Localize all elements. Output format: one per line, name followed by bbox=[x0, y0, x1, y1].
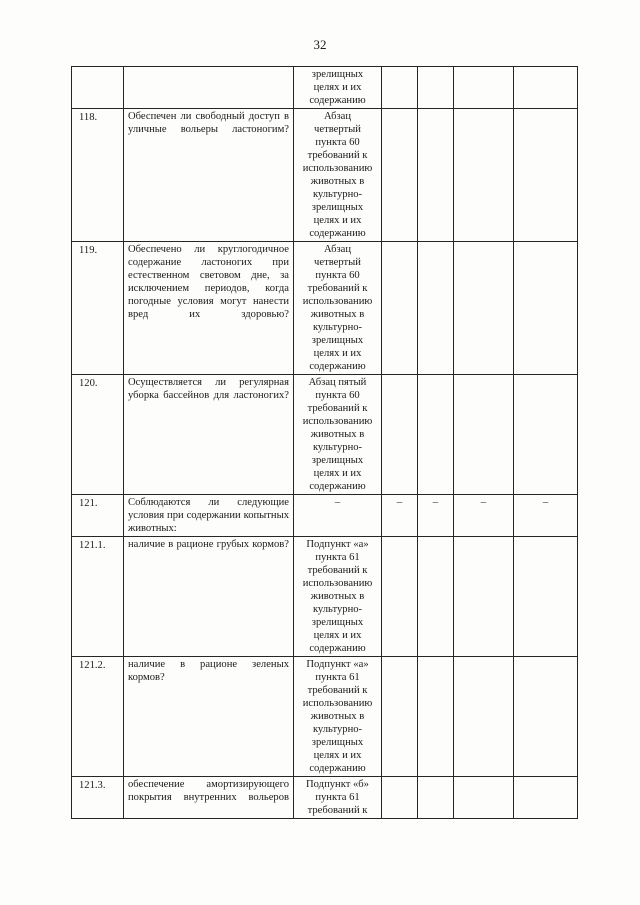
reference-line: культурно- bbox=[312, 322, 363, 333]
reference-line: требований к bbox=[307, 150, 368, 161]
answer-cell bbox=[418, 67, 454, 109]
reference-line: Абзац bbox=[323, 244, 352, 255]
answer-cell bbox=[514, 67, 578, 109]
page-number: 32 bbox=[313, 37, 327, 52]
requirement-reference-cell bbox=[294, 109, 382, 242]
reference-line: Абзац пятый bbox=[308, 377, 367, 388]
answer-cell bbox=[514, 109, 578, 242]
reference-line: зрелищных bbox=[311, 455, 364, 466]
table-row bbox=[72, 537, 578, 657]
answer-cell: – bbox=[454, 495, 514, 537]
answer-cell bbox=[454, 375, 514, 495]
reference-line: содержанию bbox=[309, 481, 366, 492]
reference-line: культурно- bbox=[312, 189, 363, 200]
answer-cell bbox=[382, 657, 418, 777]
item-number-cell: 118. bbox=[72, 109, 124, 242]
answer-cell bbox=[454, 242, 514, 375]
reference-line: культурно- bbox=[312, 604, 363, 615]
reference-line: требований к bbox=[307, 685, 368, 696]
item-number-cell: 121.2. bbox=[72, 657, 124, 777]
item-number-cell: 120. bbox=[72, 375, 124, 495]
reference-line: четвертый bbox=[314, 257, 361, 268]
answer-cell bbox=[418, 657, 454, 777]
answer-cell bbox=[514, 242, 578, 375]
reference-line: пункта 61 bbox=[315, 552, 360, 563]
answer-cell bbox=[514, 537, 578, 657]
item-number-cell: 121. bbox=[72, 495, 124, 537]
answer-cell bbox=[382, 537, 418, 657]
reference-line: Абзац bbox=[323, 111, 352, 122]
reference-line: Подпункт «б» bbox=[306, 779, 369, 790]
reference-line: требований к bbox=[307, 283, 368, 294]
reference-line: содержанию bbox=[309, 95, 366, 106]
reference-line: пункта 60 bbox=[315, 390, 360, 401]
requirement-reference-cell bbox=[294, 242, 382, 375]
reference-line: четвертый bbox=[314, 124, 361, 135]
reference-line: целях и их bbox=[313, 215, 362, 226]
reference-line: зрелищных bbox=[311, 737, 364, 748]
answer-cell: – bbox=[418, 495, 454, 537]
reference-line: животных в bbox=[310, 591, 365, 602]
reference-line: целях и их bbox=[313, 630, 362, 641]
table-row bbox=[72, 67, 578, 109]
reference-line: целях и их bbox=[313, 468, 362, 479]
requirement-reference-cell bbox=[294, 67, 382, 109]
question-cell bbox=[124, 67, 294, 109]
question-cell: наличие в рационе грубых кормов? bbox=[124, 537, 294, 657]
answer-cell bbox=[454, 67, 514, 109]
answer-cell bbox=[514, 777, 578, 819]
item-number-cell: 121.1. bbox=[72, 537, 124, 657]
requirement-reference-cell bbox=[294, 375, 382, 495]
reference-line: животных в bbox=[310, 309, 365, 320]
reference-line: требований к bbox=[307, 805, 368, 816]
table-row bbox=[72, 375, 578, 495]
reference-line: требований к bbox=[307, 403, 368, 414]
question-cell: Обеспечен ли свободный доступ в уличные вольеры ластоногим? bbox=[124, 109, 294, 242]
answer-cell: – bbox=[514, 495, 578, 537]
answer-cell bbox=[418, 109, 454, 242]
reference-line: содержанию bbox=[309, 361, 366, 372]
answer-cell bbox=[418, 242, 454, 375]
answer-cell bbox=[454, 109, 514, 242]
reference-line: культурно- bbox=[312, 442, 363, 453]
answer-cell bbox=[382, 777, 418, 819]
requirement-reference-cell bbox=[294, 657, 382, 777]
question-cell: Обеспечено ли круглогодичное содержание ластоногих при естественном световом дне, за исключением периодов, когда погодные условия могут нанести вред их здоровью? bbox=[124, 242, 294, 375]
table-row bbox=[72, 495, 578, 537]
reference-line: Подпункт «а» bbox=[306, 539, 369, 550]
reference-line: животных в bbox=[310, 176, 365, 187]
answer-cell: – bbox=[382, 495, 418, 537]
answer-cell bbox=[418, 537, 454, 657]
table-row bbox=[72, 777, 578, 819]
item-number-cell: 121.3. bbox=[72, 777, 124, 819]
reference-line: пункта 61 bbox=[315, 672, 360, 683]
reference-line: использованию bbox=[302, 698, 373, 709]
reference-line: использованию bbox=[302, 163, 373, 174]
reference-line: требований к bbox=[307, 565, 368, 576]
question-cell: Осуществляется ли регулярная уборка бассейнов для ластоногих? bbox=[124, 375, 294, 495]
reference-line: использованию bbox=[302, 296, 373, 307]
item-number-cell: 119. bbox=[72, 242, 124, 375]
reference-line: зрелищных bbox=[311, 335, 364, 346]
reference-line: содержанию bbox=[309, 643, 366, 654]
requirement-reference-cell bbox=[294, 777, 382, 819]
reference-line: содержанию bbox=[309, 228, 366, 239]
reference-line: целях и их bbox=[313, 82, 362, 93]
requirement-reference-cell bbox=[294, 537, 382, 657]
question-cell: обеспечение амортизирующего покрытия внутренних вольеров bbox=[124, 777, 294, 819]
answer-cell bbox=[382, 109, 418, 242]
answer-cell bbox=[382, 67, 418, 109]
reference-line: животных в bbox=[310, 429, 365, 440]
answer-cell bbox=[418, 375, 454, 495]
answer-cell bbox=[418, 777, 454, 819]
reference-line: Подпункт «а» bbox=[306, 659, 369, 670]
reference-line: животных в bbox=[310, 711, 365, 722]
reference-line: пункта 61 bbox=[315, 792, 360, 803]
table-row bbox=[72, 242, 578, 375]
answer-cell bbox=[382, 242, 418, 375]
reference-line: содержанию bbox=[309, 763, 366, 774]
answer-cell bbox=[454, 777, 514, 819]
answer-cell bbox=[382, 375, 418, 495]
question-cell: наличие в рационе зеленых кормов? bbox=[124, 657, 294, 777]
table-row bbox=[72, 109, 578, 242]
reference-line: – bbox=[334, 497, 341, 508]
question-cell: Соблюдаются ли следующие условия при содержании копытных животных: bbox=[124, 495, 294, 537]
reference-line: пункта 60 bbox=[315, 270, 360, 281]
answer-cell bbox=[514, 375, 578, 495]
reference-line: зрелищных bbox=[311, 202, 364, 213]
requirement-reference-cell bbox=[294, 495, 382, 537]
reference-line: пункта 60 bbox=[315, 137, 360, 148]
answer-cell bbox=[454, 657, 514, 777]
reference-line: использованию bbox=[302, 578, 373, 589]
checklist-body bbox=[72, 67, 578, 819]
reference-line: целях и их bbox=[313, 750, 362, 761]
reference-line: зрелищных bbox=[311, 69, 364, 80]
checklist-table bbox=[71, 66, 578, 819]
table-row bbox=[72, 657, 578, 777]
reference-line: культурно- bbox=[312, 724, 363, 735]
item-number-cell bbox=[72, 67, 124, 109]
reference-line: использованию bbox=[302, 416, 373, 427]
reference-line: зрелищных bbox=[311, 617, 364, 628]
answer-cell bbox=[514, 657, 578, 777]
reference-line: целях и их bbox=[313, 348, 362, 359]
answer-cell bbox=[454, 537, 514, 657]
